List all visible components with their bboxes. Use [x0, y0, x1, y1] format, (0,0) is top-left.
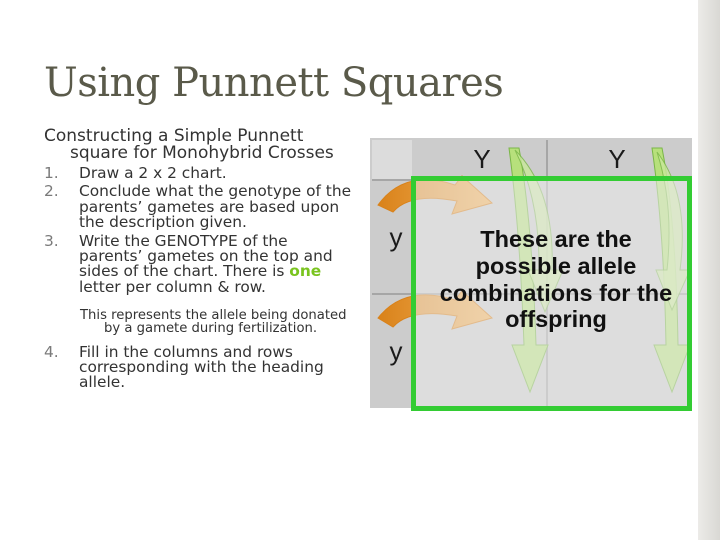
- top-allele: Y: [608, 144, 626, 174]
- highlight-word: one: [289, 262, 322, 281]
- side-allele: y: [389, 222, 403, 252]
- subnote-text: This represents the allele being donated by a gamete during fertilization.: [80, 308, 347, 337]
- step-number: 2.: [44, 182, 59, 201]
- step-text: Conclude what the genotype of the parents’ gametes are based upon the description given.: [79, 182, 352, 232]
- step-text: Draw a 2 x 2 chart.: [79, 164, 227, 182]
- top-allele: Y: [473, 144, 491, 174]
- step-number: 4.: [44, 342, 59, 361]
- step-number: 1.: [44, 164, 59, 182]
- step-text: Write the GENOTYPE of the parents’ gametes on the top and sides of the chart. There is: [79, 231, 333, 281]
- step-text-end: letter per column & row.: [79, 277, 266, 296]
- intro-text: Constructing a Simple Punnett square for Monohybrid Crosses: [44, 126, 334, 163]
- step-number: 3.: [44, 231, 59, 250]
- step-text: Fill in the columns and rows corresponding with the heading allele.: [79, 342, 324, 392]
- offspring-caption: These are the possible allele combinations for the offspring: [439, 226, 673, 333]
- slide-title: Using Punnett Squares: [44, 60, 504, 106]
- side-allele: y: [389, 336, 403, 366]
